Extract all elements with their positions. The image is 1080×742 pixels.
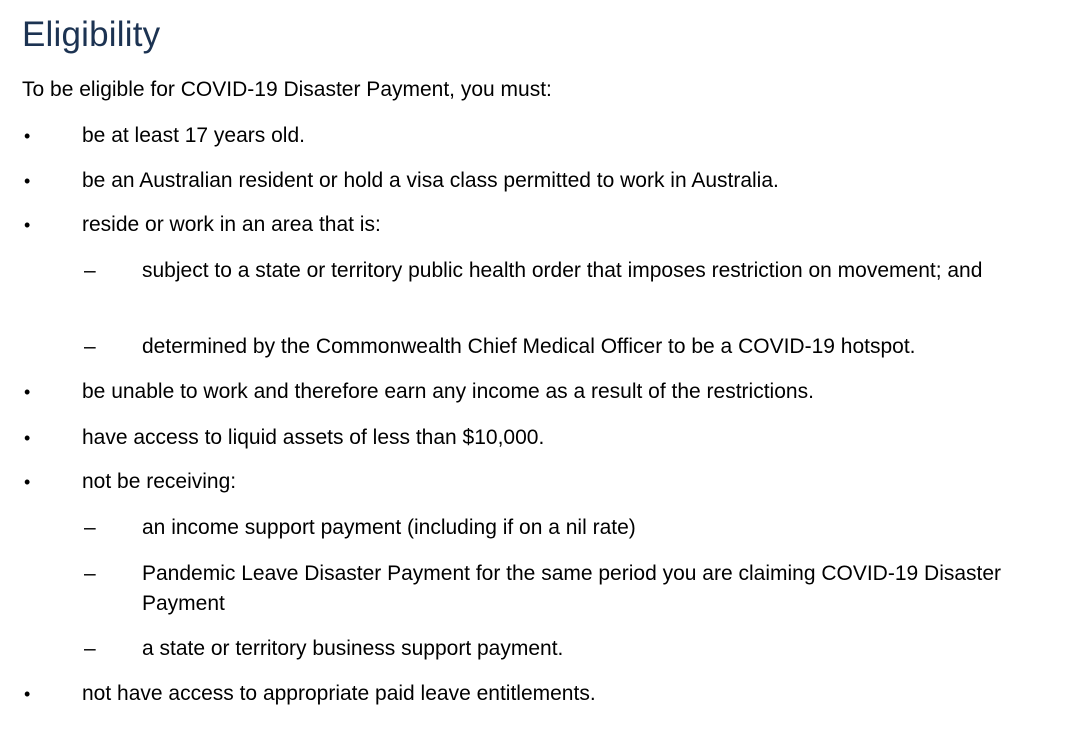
dash-marker: – bbox=[84, 259, 96, 282]
intro-text: To be eligible for COVID-19 Disaster Payment, you must: bbox=[22, 78, 552, 101]
list-item-text: not have access to appropriate paid leave entitlements. bbox=[82, 682, 596, 705]
dash-marker: – bbox=[84, 562, 96, 585]
list-item-text: be at least 17 years old. bbox=[82, 124, 305, 147]
bullet-marker: • bbox=[24, 382, 31, 402]
dash-marker: – bbox=[84, 516, 96, 539]
sub-list-item-text: Pandemic Leave Disaster Payment for the same period you are claiming COVID-19 Disaster Payment bbox=[142, 562, 1002, 615]
list-item-text: reside or work in an area that is: bbox=[82, 213, 381, 236]
dash-marker: – bbox=[84, 637, 96, 660]
bullet-marker: • bbox=[24, 215, 31, 235]
list-item-text: be unable to work and therefore earn any income as a result of the restrictions. bbox=[82, 380, 814, 403]
sub-list-item-text: determined by the Commonwealth Chief Medical Officer to be a COVID-19 hotspot. bbox=[142, 335, 916, 358]
bullet-marker: • bbox=[24, 472, 31, 492]
document-page bbox=[22, 14, 1074, 705]
list-item-text: not be receiving: bbox=[82, 470, 237, 493]
dash-marker: – bbox=[84, 335, 96, 358]
page-title: Eligibility bbox=[22, 15, 161, 54]
list-item-text: have access to liquid assets of less than $10,000. bbox=[82, 426, 545, 449]
sub-list-item-text: a state or territory business support payment. bbox=[142, 637, 564, 660]
bullet-marker: • bbox=[24, 684, 31, 704]
sub-list-item-text: subject to a state or territory public health order that imposes restriction on movement; and bbox=[142, 259, 983, 282]
list-item-text: be an Australian resident or hold a visa class permitted to work in Australia. bbox=[82, 169, 779, 192]
sub-list-item-text: an income support payment (including if on a nil rate) bbox=[142, 516, 636, 539]
bullet-marker: • bbox=[24, 171, 31, 191]
bullet-marker: • bbox=[24, 428, 31, 448]
bullet-marker: • bbox=[24, 126, 31, 146]
